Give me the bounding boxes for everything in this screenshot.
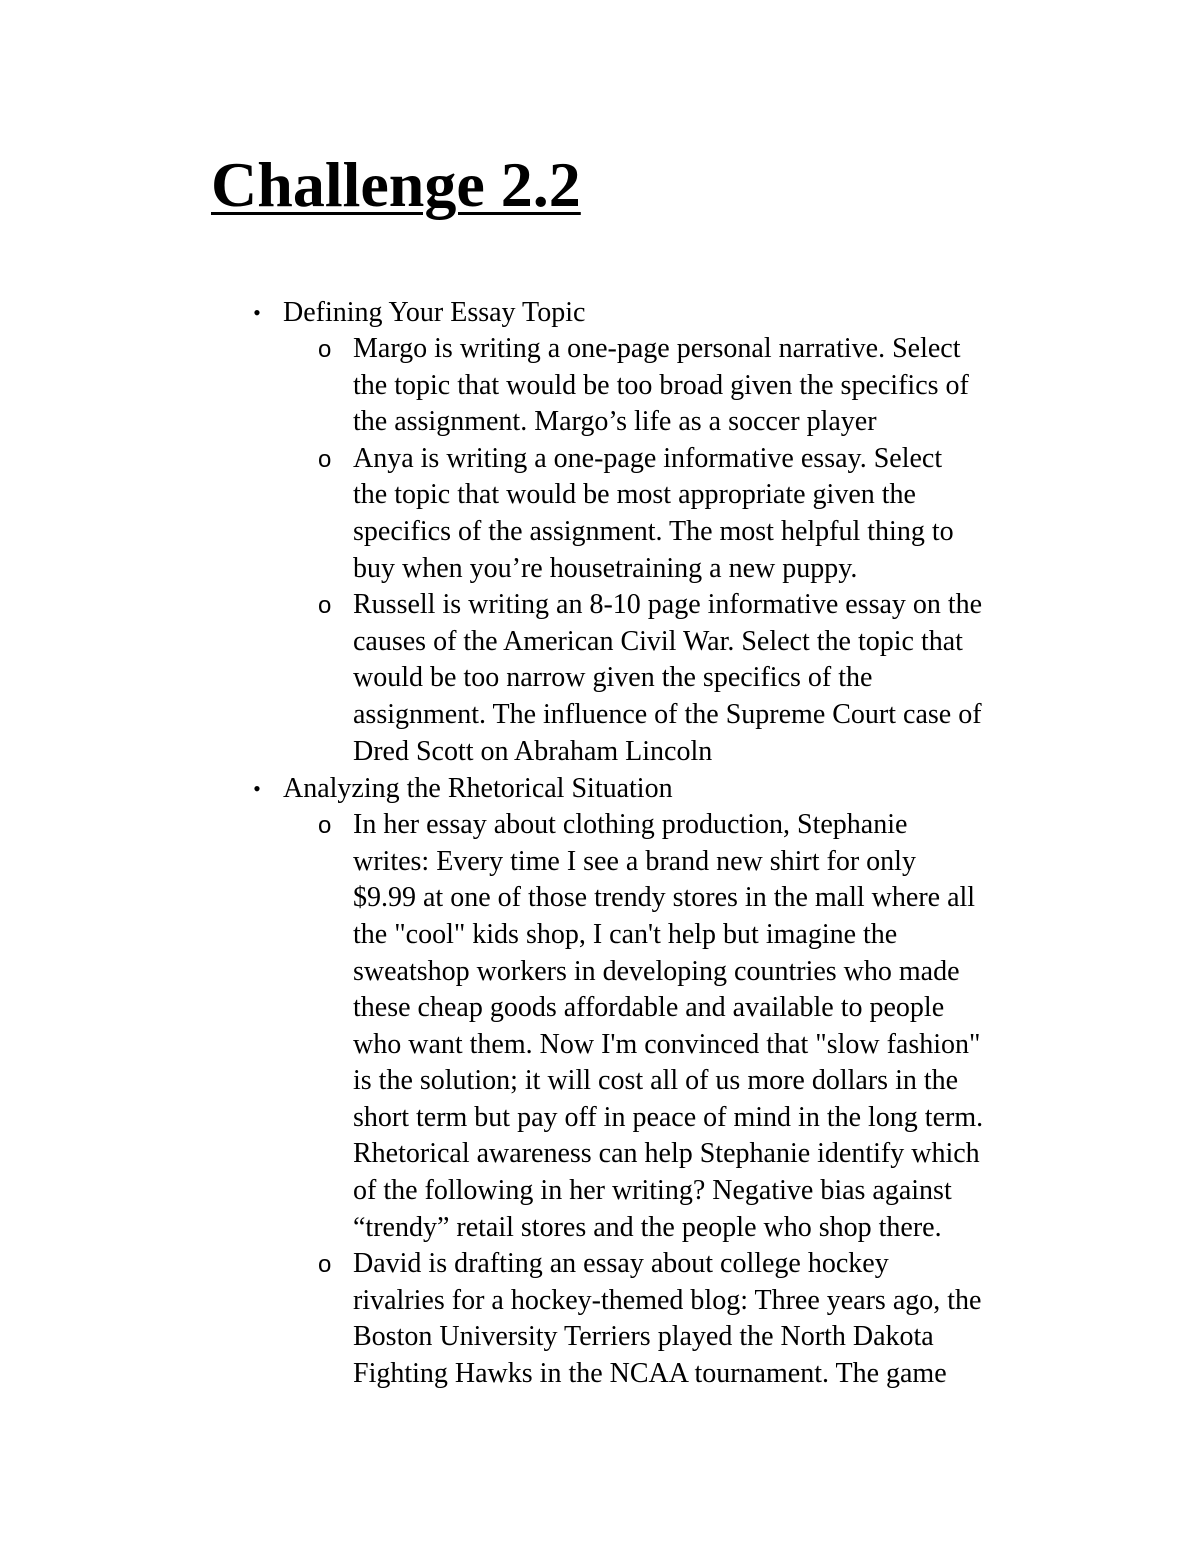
sub-bullet-text bbox=[353, 331, 1073, 441]
text-line: who want them. Now I'm convinced that "slow fashion" bbox=[353, 1028, 981, 1060]
text-line: Boston University Terriers played the North Dakota bbox=[353, 1321, 934, 1353]
sub-bullet-item bbox=[0, 441, 1200, 587]
text-line: would be too narrow given the specifics of the bbox=[353, 662, 873, 694]
sub-bullet-item bbox=[0, 1246, 1200, 1392]
text-line: writes: Every time I see a brand new shirt for only bbox=[353, 845, 916, 877]
text-line: short term but pay off in peace of mind in the long term. bbox=[353, 1101, 984, 1133]
bullet-icon: • bbox=[253, 300, 261, 325]
text-line: Rhetorical awareness can help Stephanie identify which bbox=[353, 1138, 980, 1170]
sub-bullet-text bbox=[353, 807, 1073, 1246]
sub-bullet-item bbox=[0, 587, 1200, 770]
text-line: rivalries for a hockey-themed blog: Three years ago, the bbox=[353, 1284, 982, 1316]
outline-section bbox=[0, 770, 1200, 1393]
sub-bullet-icon: o bbox=[318, 336, 332, 363]
text-line: Margo is writing a one-page personal narrative. Select bbox=[353, 333, 961, 364]
sub-bullet-text bbox=[353, 587, 1073, 770]
text-line: the assignment. Margo’s life as a soccer player bbox=[353, 406, 877, 438]
section-heading: Analyzing the Rhetorical Situation bbox=[283, 773, 673, 805]
sub-bullet-item bbox=[0, 331, 1200, 441]
text-line: Dred Scott on Abraham Lincoln bbox=[353, 735, 713, 767]
sub-bullet-text bbox=[353, 441, 1073, 587]
page-title: Challenge 2.2 bbox=[211, 149, 581, 220]
text-line: the topic that would be most appropriate given the bbox=[353, 479, 916, 511]
text-line: is the solution; it will cost all of us more dollars in the bbox=[353, 1065, 959, 1097]
section-heading-row bbox=[0, 770, 1200, 807]
text-line: the topic that would be too broad given the specifics of bbox=[353, 369, 969, 401]
text-line: sweatshop workers in developing countries who made bbox=[353, 955, 960, 987]
text-line: Anya is writing a one-page informative essay. Select bbox=[353, 442, 943, 474]
bullet-icon: • bbox=[253, 776, 261, 802]
text-line: assignment. The influence of the Supreme Court case of bbox=[353, 698, 982, 730]
text-line: David is drafting an essay about college hockey bbox=[353, 1248, 889, 1280]
text-line: the "cool" kids shop, I can't help but imagine the bbox=[353, 918, 898, 950]
text-line: of the following in her writing? Negative bias against bbox=[353, 1175, 952, 1207]
text-line: $9.99 at one of those trendy stores in the mall where all bbox=[353, 882, 976, 914]
text-line: specifics of the assignment. The most helpful thing to bbox=[353, 515, 954, 547]
sub-bullet-text bbox=[353, 1246, 1073, 1392]
text-line: Russell is writing an 8-10 page informative essay on the bbox=[353, 589, 983, 621]
sub-bullet-icon: o bbox=[318, 592, 332, 620]
text-line: these cheap goods affordable and available to people bbox=[353, 992, 945, 1024]
sub-bullet-icon: o bbox=[318, 445, 332, 473]
text-line: In her essay about clothing production, Stephanie bbox=[353, 809, 908, 841]
sub-bullet-item bbox=[0, 807, 1200, 1246]
sub-bullet-icon: o bbox=[318, 1251, 332, 1279]
text-line: “trendy” retail stores and the people who shop there. bbox=[353, 1211, 942, 1243]
document-body bbox=[0, 294, 1200, 1393]
text-line: causes of the American Civil War. Select the topic that bbox=[353, 625, 963, 657]
outline-section bbox=[0, 294, 1200, 770]
section-heading-row bbox=[0, 294, 1200, 331]
text-line: buy when you’re housetraining a new puppy. bbox=[353, 552, 858, 584]
sub-bullet-icon: o bbox=[318, 812, 332, 840]
section-heading: Defining Your Essay Topic bbox=[283, 297, 586, 328]
text-line: Fighting Hawks in the NCAA tournament. The game bbox=[353, 1358, 947, 1390]
